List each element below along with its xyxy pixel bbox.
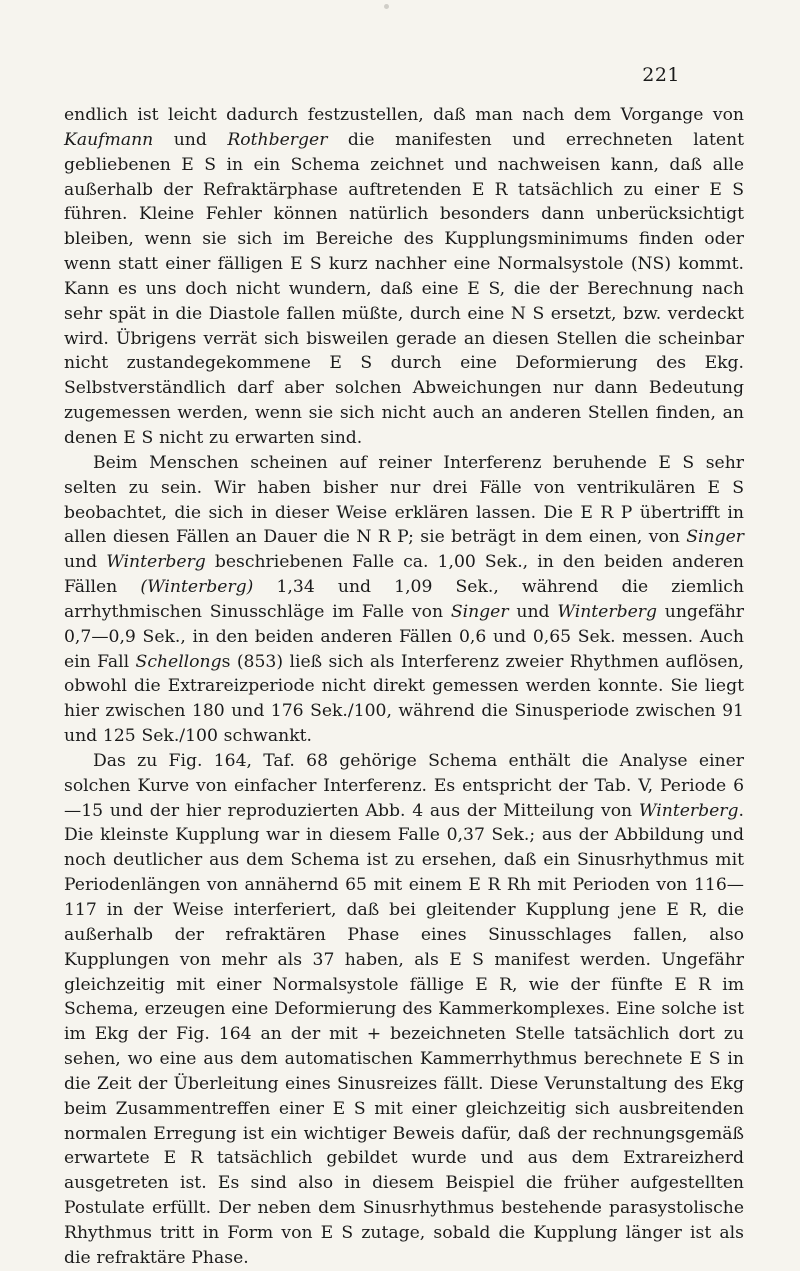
author-name: (Winterberg) [140,577,254,598]
paragraph-1 [64,103,744,451]
text-run: beschriebenen Falle ca. 1,00 Sek., in den beiden anderen Fällen [64,552,744,598]
author-name: Winterberg [106,552,206,573]
text-run: und [508,601,558,622]
author-name: Singer [450,601,509,622]
author-name: Winterberg [638,800,739,821]
author-name: Winterberg [557,601,657,622]
page-number: 221 [642,64,680,86]
body-text [64,103,744,1271]
text-run: die manifesten und errechneten latent gebliebenen E S in ein Schema zeichnet und nachweisen kann, daß alle außerhalb der Refraktärphase auftretenden E R tatsächlich zu einer E S führen. Kleine Fehler können natürlich besonders dann unberücksichtigt bleiben, wenn sie sich im Bereiche des Kupplungsminimums finden oder wenn statt einer fälligen E S kurz nachher eine Normalsystole (NS) kommt. Kann es uns doch nicht wundern, daß eine E S, die der Berechnung nach sehr spät in die Diastole fallen müßte, durch eine N S ersetzt, bzw. verdeckt wird. Übrigens verrät sich bisweilen gerade an diesen Stellen die scheinbar nicht zustandegekommene E S durch eine Deformierung des Ekg. Selbstverständlich darf aber solchen Abweichungen nur dann Bedeutung zugemessen werden, wenn sie sich nicht auch an anderen Stellen finden, an denen E S nicht zu erwarten sind. [64,129,745,448]
text-run: Beim Menschen scheinen auf reiner Interferenz beruhende E S sehr selten zu sein. Wir haben bisher nur drei Fälle von ventrikulären E S beobachtet, die sich in dieser Weise erklären lassen. Die E R P übertrifft in allen diesen Fällen an Dauer die N R P; sie beträgt in dem einen, von [64,452,744,548]
text-run: und [64,552,107,573]
author-name: Rothberger [227,129,328,150]
paragraph-3 [64,749,744,1271]
author-name: Kaufmann [64,129,154,150]
text-run: und [153,129,228,150]
text-run: Das zu Fig. 164, Taf. 68 gehörige Schema enthält die Analyse einer solchen Kurve von einfacher Interferenz. Es entspricht der Tab. V, Periode 6—15 und der hier reproduzierten Abb. 4 aus der Mitteilung von [64,750,744,821]
paragraph-2 [64,451,744,749]
author-name: Schellong [135,651,222,672]
print-speck [384,4,389,9]
author-name: Singer [686,527,744,548]
text-run: . Die kleinste Kupplung war in diesem Falle 0,37 Sek.; aus der Abbildung und noch deutlicher aus dem Schema ist zu ersehen, daß ein Sinusrhythmus mit Periodenlängen von annähernd 65 mit einem E R Rh mit Perioden von 116—117 in der Weise interferiert, daß bei gleitender Kupplung jene E R, die außerhalb der refraktären Phase eines Sinusschlages fallen, also Kupplungen von mehr als 37 haben, als E S manifest werden. Ungefähr gleichzeitig mit einer Normalsystole fällige E R, wie der fünfte E R im Schema, erzeugen eine Deformierung des Kammerkomplexes. Eine solche ist im Ekg der Fig. 164 an der mit + bezeichneten Stelle tatsächlich dort zu sehen, wo eine aus dem automatischen Kammerrhythmus berechnete E S in die Zeit der Überleitung eines Sinusreizes fällt. Diese Verunstaltung des Ekg beim Zusammentreffen einer E S mit einer gleichzeitig sich ausbreitenden normalen Erregung ist ein wichtiger Beweis dafür, daß der rechnungsgemäß erwartete E R tatsächlich gebildet wurde und aus dem Extrareizherd ausgetreten ist. Es sind also in diesem Beispiel die früher aufgestellten Postulate erfüllt. Der neben dem Sinusrhythmus bestehende parasystolische Rhythmus tritt in Form von E S zutage, sobald die Kupplung länger ist als die refraktäre Phase. [64,800,744,1268]
text-run: s (853) ließ sich als Interferenz zweier Rhythmen auflösen, obwohl die Extrareizperiode nicht direkt gemessen werden konnte. Sie liegt hier zwischen 180 und 176 Sek./100, während die Sinusperiode zwischen 91 und 125 Sek./100 schwankt. [64,651,744,747]
text-run: ungefähr 0,7—0,9 Sek., in den beiden anderen Fällen 0,6 und 0,65 Sek. messen. Auch ein Fall [64,601,744,672]
text-run: 1,34 und 1,09 Sek., während die ziemlich arrhythmischen Sinusschläge im Falle von [64,577,744,622]
text-run: endlich ist leicht dadurch festzustellen, daß man nach dem Vorgange von [64,105,744,125]
